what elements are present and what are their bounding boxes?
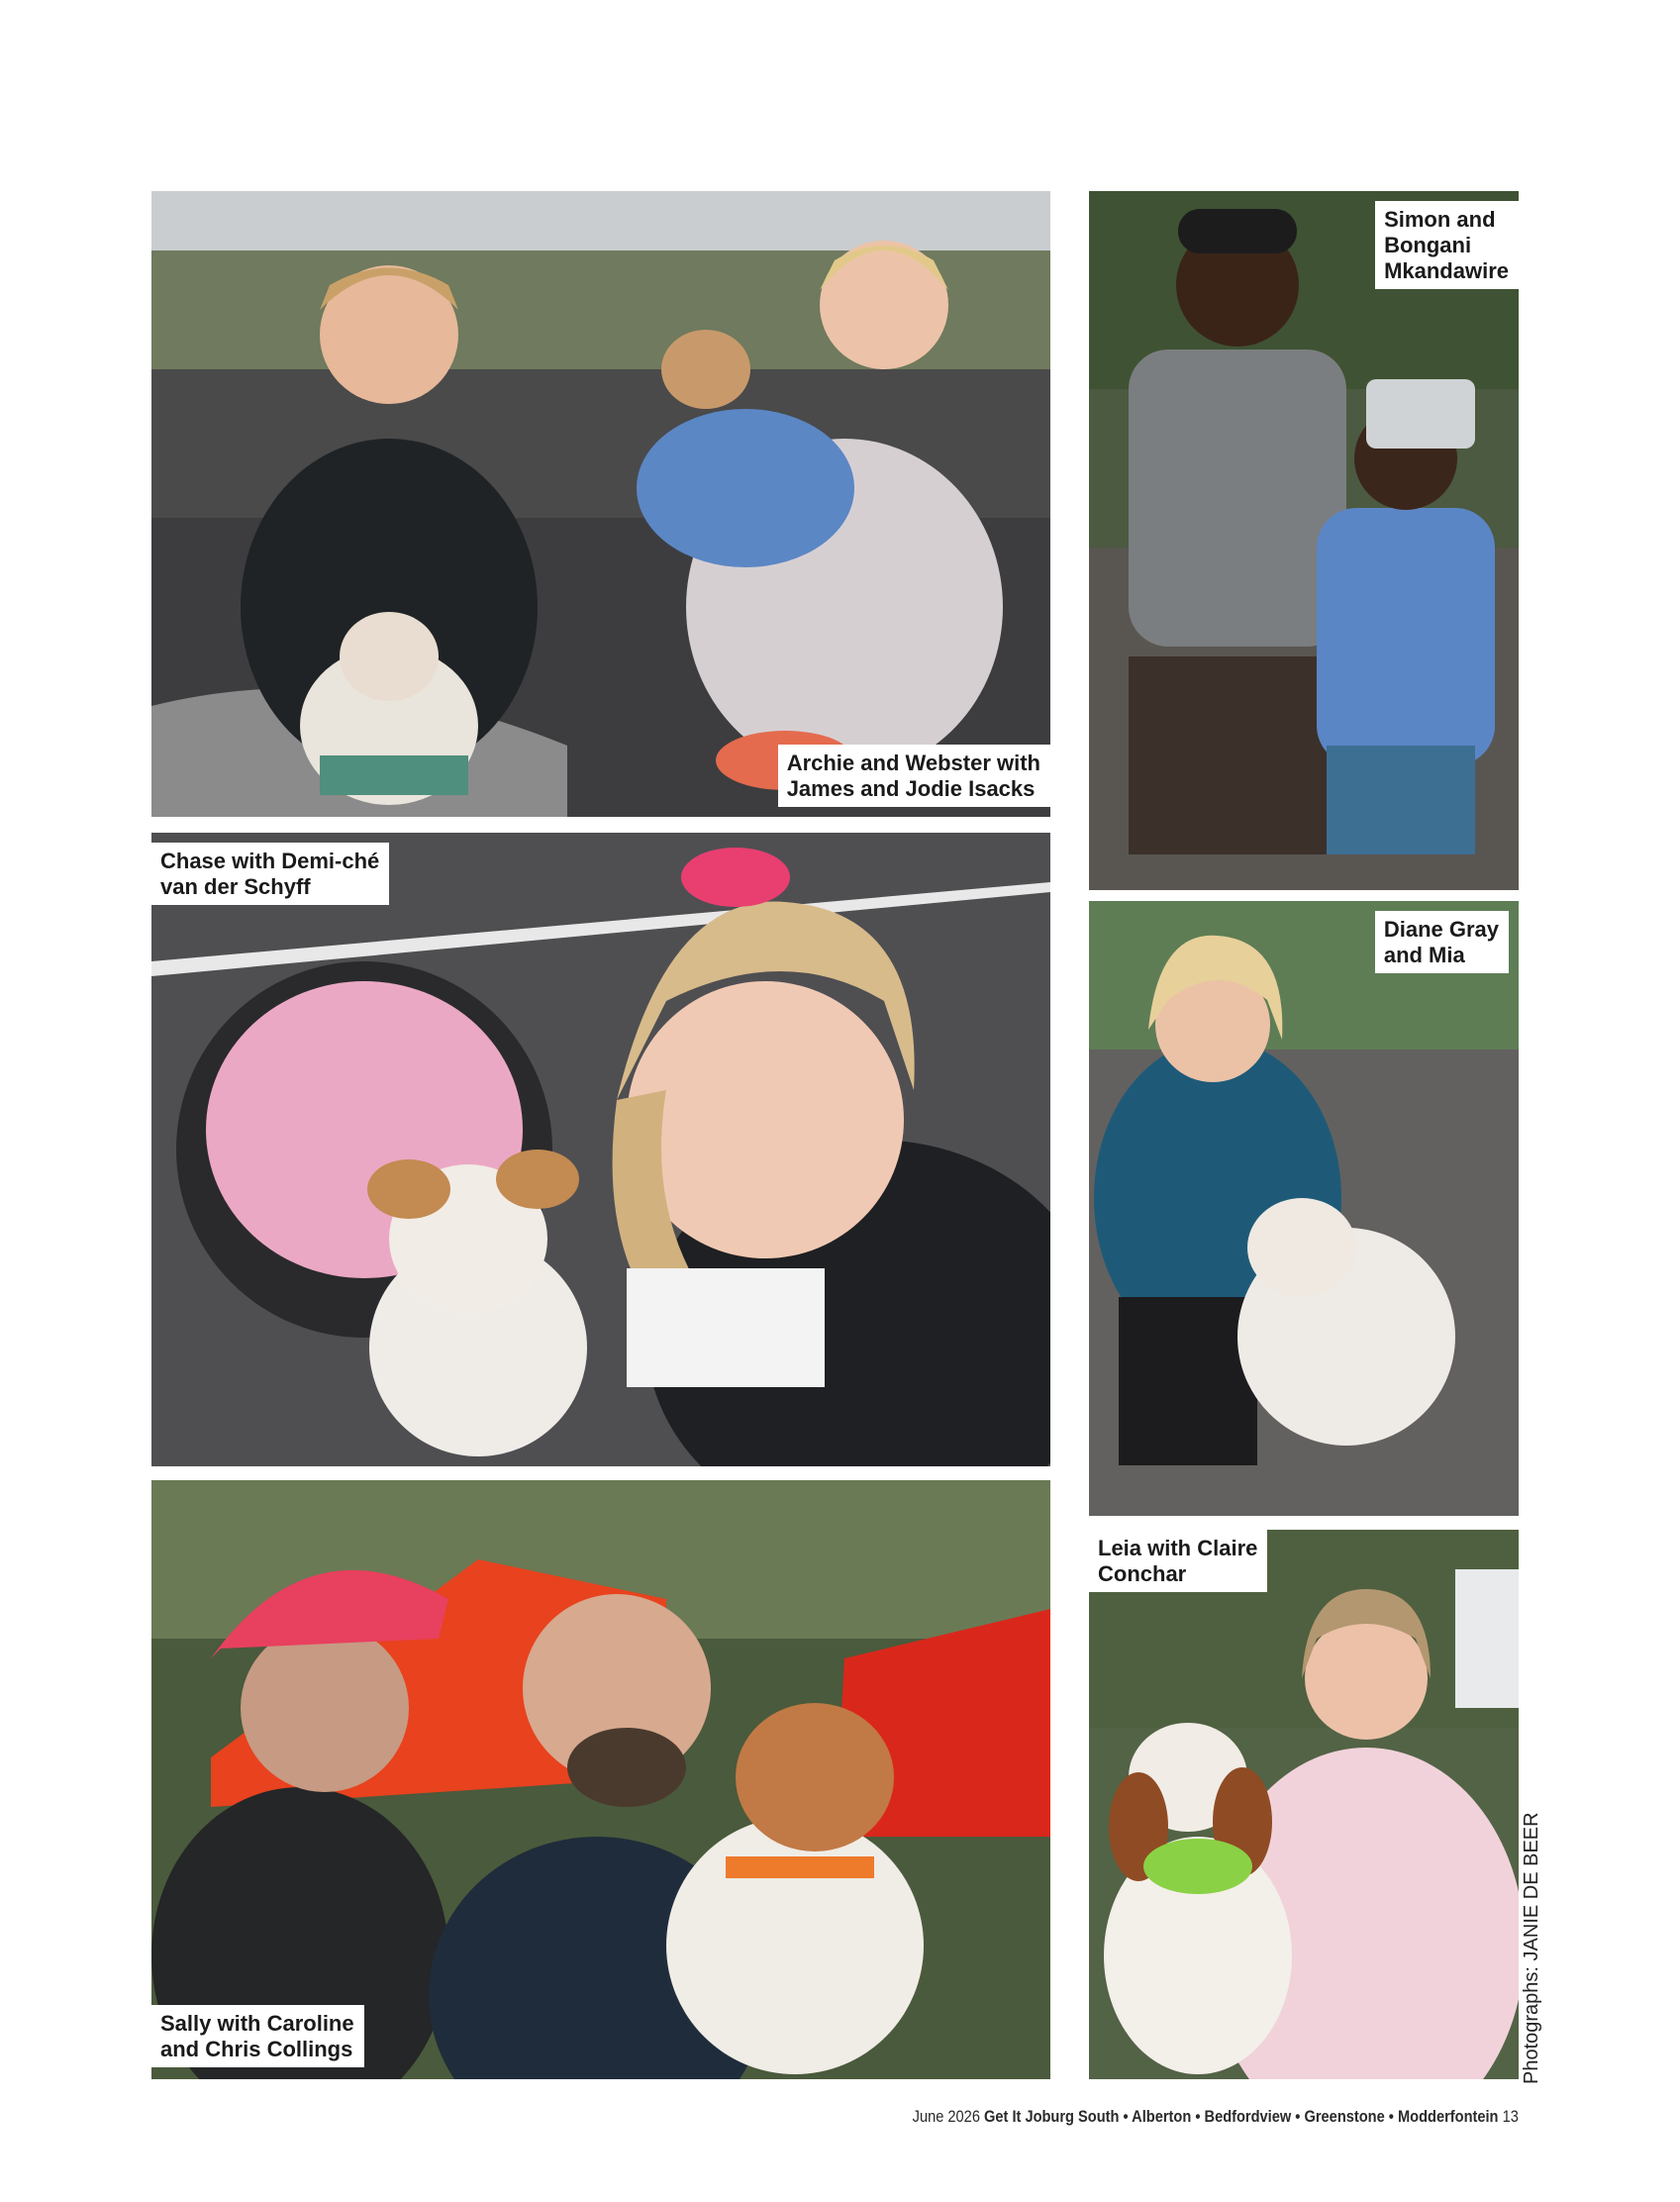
caption-sally-collings xyxy=(151,2005,364,2067)
caption-line: Simon and xyxy=(1384,207,1496,232)
caption-diane-mia xyxy=(1375,911,1509,973)
caption-line: and Mia xyxy=(1383,943,1465,967)
caption-leia-claire xyxy=(1089,1530,1267,1592)
footer-publication: Get It Joburg South xyxy=(984,2107,1120,2126)
footer-areas: • Alberton • Bedfordview • Greenstone • Modderfontein xyxy=(1123,2107,1499,2126)
photo-simon-bongani xyxy=(1089,191,1519,890)
caption-line: Diane Gray xyxy=(1383,917,1499,942)
page-footer xyxy=(913,2107,1519,2127)
caption-line: and Chris Collings xyxy=(160,2037,353,2061)
photo-sally-collings-image xyxy=(151,1480,1050,2079)
caption-simon-bongani xyxy=(1375,201,1519,289)
photo-leia-claire xyxy=(1089,1530,1519,2079)
photo-archie-webster xyxy=(151,191,1050,817)
caption-line: Chase with Demi-ché xyxy=(160,849,380,873)
photo-sally-collings xyxy=(151,1480,1050,2079)
caption-line: Conchar xyxy=(1098,1561,1187,1586)
caption-archie-webster xyxy=(778,745,1050,807)
photo-diane-mia xyxy=(1089,901,1519,1516)
caption-line: van der Schyff xyxy=(160,874,311,899)
photo-leia-claire-image xyxy=(1089,1530,1519,2079)
footer-page-number: 13 xyxy=(1502,2107,1519,2126)
footer-date: June 2026 xyxy=(912,2107,981,2126)
photo-chase-demi-image xyxy=(151,833,1050,1466)
photo-diane-mia-image xyxy=(1089,901,1519,1516)
caption-line: James and Jodie Isacks xyxy=(786,776,1036,801)
caption-chase-demi xyxy=(151,843,389,905)
caption-line: Bongani xyxy=(1384,233,1472,257)
photo-archie-webster-image xyxy=(151,191,1050,817)
photo-credit: Photographs: JANIE DE BEER xyxy=(1521,1812,1542,2084)
photo-simon-bongani-image xyxy=(1089,191,1519,890)
caption-line: Leia with Claire xyxy=(1098,1536,1258,1560)
caption-line: Archie and Webster with xyxy=(786,751,1040,775)
caption-line: Sally with Caroline xyxy=(160,2011,354,2036)
photo-chase-demi xyxy=(151,833,1050,1466)
caption-line: Mkandawire xyxy=(1384,258,1509,283)
